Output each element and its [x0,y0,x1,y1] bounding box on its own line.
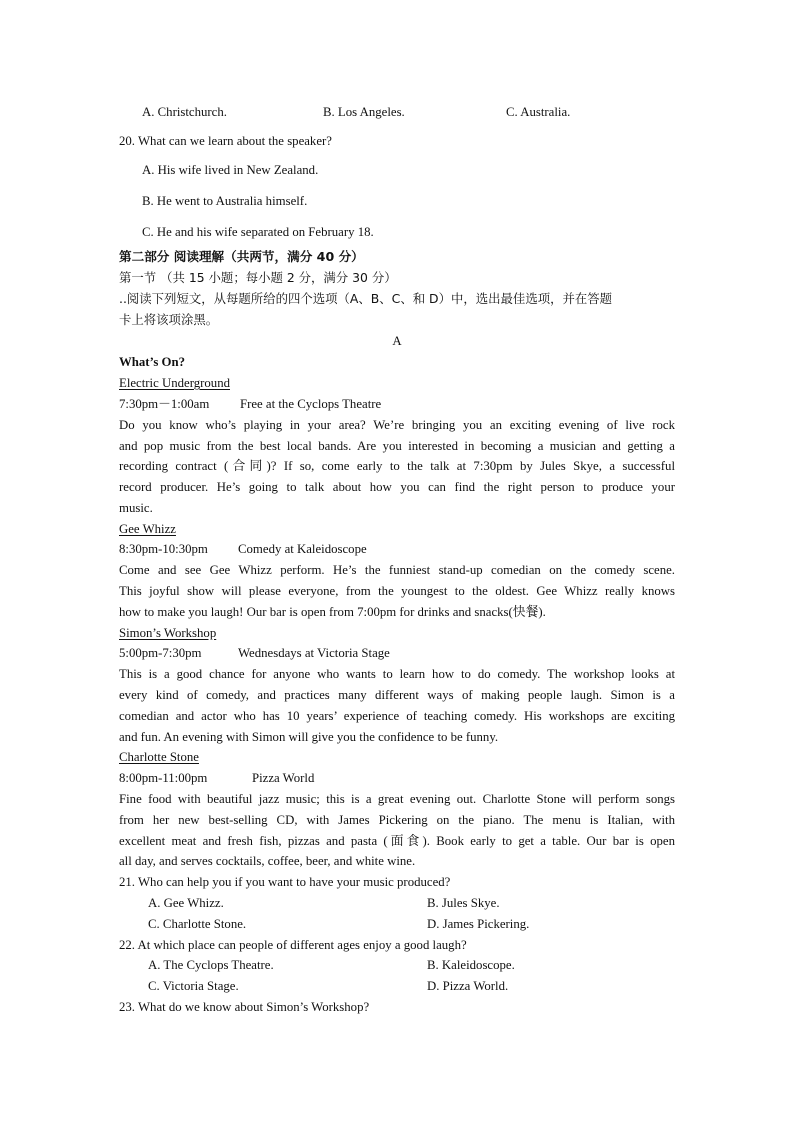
event-text-line: and fun. An evening with Simon will give you the confidence to be funny. [119,730,499,744]
q21-option-d: D. James Pickering. [427,917,530,931]
event-text-line: This is a good chance for anyone who wants to learn how to do comedy. The workshop looks at [119,667,675,681]
passage-title: What’s On? [119,355,186,369]
instruction-line-1: ..阅读下列短文，从每题所给的四个选项（A、B、C、和 D）中，选出最佳选项，并在答题 [119,291,613,306]
event-name: Charlotte Stone [119,750,199,764]
event-text-line: all day, and serves cocktails, coffee, beer, and white wine. [119,854,416,868]
q20-option-b: B. He went to Australia himself. [142,194,308,208]
passage-letter: A [392,334,402,348]
q23-stem: 23. What do we know about Simon’s Workshop? [119,1000,370,1014]
event-time: 8:30pm-10:30pm [119,542,208,556]
event-place: Pizza World [252,771,315,785]
event-text-line: and pop music from the best local bands. Are you interested in becoming a musician and getting a [119,439,675,453]
event-text-line: comedian and actor who has 10 years’ experience of teaching comedy. His workshops are exciting [119,709,675,723]
event-name: Gee Whizz [119,522,176,536]
q22-option-c: C. Victoria Stage. [148,979,239,993]
event-place: Free at the Cyclops Theatre [240,397,382,411]
q21-option-a: A. Gee Whizz. [148,896,224,910]
q19-option-b: B. Los Angeles. [323,105,405,119]
q19-option-c: C. Australia. [506,105,571,119]
q21-option-c: C. Charlotte Stone. [148,917,247,931]
event-time: 7:30pm－1:00am [119,397,210,411]
q22-option-b: B. Kaleidoscope. [427,958,515,972]
event-time: 5:00pm-7:30pm [119,646,202,660]
q21-stem: 21. Who can help you if you want to have your music produced? [119,875,451,889]
q22-option-a: A. The Cyclops Theatre. [148,958,274,972]
q20-stem: 20. What can we learn about the speaker? [119,134,332,148]
q22-stem: 22. At which place can people of different ages enjoy a good laugh? [119,938,467,952]
q20-option-a: A. His wife lived in New Zealand. [142,163,319,177]
subsection-title: 第一节 （共 15 小题；每小题 2 分，满分 30 分） [119,270,397,285]
event-text-line: from her new best-selling CD, with James Pickering on the piano. The menu is Italian, with [119,813,675,827]
q21-option-b: B. Jules Skye. [427,896,500,910]
event-text-line: how to make you laugh! Our bar is open from 7:00pm for drinks and snacks(快餐). [119,605,546,619]
part-title: 第二部分 阅读理解（共两节，满分 40 分） [119,249,364,264]
event-text-line: recording contract (合同)? If so, come early to the talk at 7:30pm by Jules Skye, a successful [119,459,675,473]
event-place: Wednesdays at Victoria Stage [238,646,390,660]
event-text-line: every kind of comedy, and practices many different ways of making people laugh. Simon is a [119,688,675,702]
event-text-line: This joyful show will please everyone, from the youngest to the oldest. Gee Whizz really knows [119,584,675,598]
q19-option-a: A. Christchurch. [142,105,227,119]
instruction-line-2: 卡上将该项涂黑。 [119,312,219,327]
event-text-line: Fine food with beautiful jazz music; this is a great evening out. Charlotte Stone will perform songs [119,792,675,806]
q22-option-d: D. Pizza World. [427,979,509,993]
q20-option-c: C. He and his wife separated on February 18. [142,225,374,239]
event-name: Simon’s Workshop [119,626,217,640]
event-time: 8:00pm-11:00pm [119,771,208,785]
event-text-line: record producer. He’s going to talk about how you can find the right person to produce your [119,480,675,494]
event-place: Comedy at Kaleidoscope [238,542,367,556]
event-text-line: music. [119,501,153,515]
event-text-line: excellent meat and fresh fish, pizzas and pasta (面食). Book early to get a table. Our bar is open [119,834,675,848]
event-text-line: Come and see Gee Whizz perform. He’s the funniest stand-up comedian on the comedy scene. [119,563,675,577]
event-text-line: Do you know who’s playing in your area? We’re bringing you an exciting evening of live rock [119,418,675,432]
event-name: Electric Underground [119,376,230,390]
